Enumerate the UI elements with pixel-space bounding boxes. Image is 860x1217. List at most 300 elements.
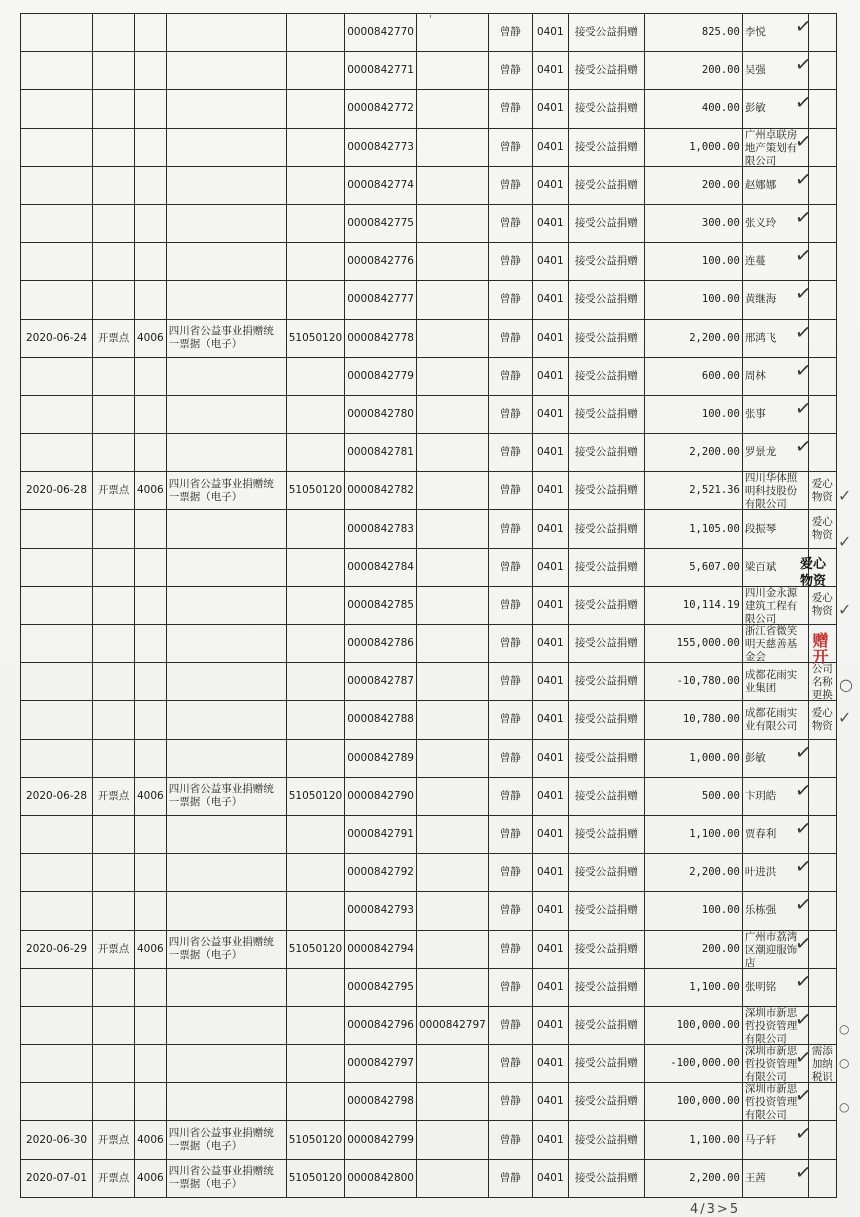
- operator-text: 曾静: [499, 1171, 521, 1184]
- point-code-cell: [135, 395, 167, 433]
- amount-cell: [644, 663, 742, 701]
- business-type-text: 接受公益捐赠: [574, 1133, 638, 1146]
- point-code-cell: [135, 777, 167, 815]
- operator-text: 曾静: [499, 369, 521, 382]
- department-code-cell: [532, 395, 568, 433]
- handwritten-check-mark: ✓: [793, 51, 814, 78]
- receipt-end-number-cell: [417, 1045, 489, 1083]
- ticket-type-cell: [166, 128, 286, 166]
- handwritten-check-mark: ✓: [793, 433, 814, 460]
- ticket-code-cell: [286, 52, 344, 90]
- operator-text: 曾静: [499, 713, 521, 726]
- business-type-text: 接受公益捐赠: [574, 484, 638, 497]
- operator-cell: [488, 357, 532, 395]
- date-cell: [21, 930, 93, 968]
- receipt-end-number-cell: [417, 90, 489, 128]
- operator-text: 曾静: [499, 140, 521, 153]
- amount-text: -10,780.00: [676, 675, 740, 688]
- donor-name-text: 赵娜娜: [744, 178, 777, 191]
- ledger-body: [21, 14, 837, 1198]
- date-cell: [21, 357, 93, 395]
- department-code-cell: [532, 625, 568, 663]
- department-code-cell: [532, 90, 568, 128]
- handwritten-check-mark: ✓: [793, 1120, 814, 1147]
- ticket-code-cell: [286, 548, 344, 586]
- date-cell: [21, 128, 93, 166]
- department-code-cell: [532, 548, 568, 586]
- department-code-cell: [532, 1006, 568, 1044]
- issue-point-cell: [93, 663, 135, 701]
- department-code-cell: [532, 14, 568, 52]
- pen-tick-mark: ': [429, 14, 432, 25]
- handwritten-check-mark: ✓: [793, 814, 814, 841]
- operator-text: 曾静: [499, 1057, 521, 1070]
- receipt-end-number-cell: [417, 472, 489, 510]
- receipt-number-text: 0000842795: [347, 980, 414, 993]
- receipt-number-cell: [345, 1121, 417, 1159]
- donor-name-text: 四川金永源建筑工程有限公司: [744, 586, 798, 625]
- operator-cell: [488, 243, 532, 281]
- receipt-end-number-cell: [417, 510, 489, 548]
- ticket-type-text: 四川省公益事业捐赠统一票据（电子）: [168, 325, 274, 351]
- department-code-text: 0401: [536, 446, 564, 459]
- ticket-type-cell: [166, 1045, 286, 1083]
- department-code-text: 0401: [536, 1095, 564, 1108]
- operator-cell: [488, 510, 532, 548]
- amount-text: 10,114.19: [682, 598, 740, 611]
- operator-text: 曾静: [499, 484, 521, 497]
- ticket-type-cell: [166, 510, 286, 548]
- handwritten-check-mark: ✓: [793, 165, 814, 192]
- operator-text: 曾静: [499, 293, 521, 306]
- table-row: [21, 166, 837, 204]
- date-text: 2020-07-01: [25, 1171, 88, 1184]
- receipt-end-number-cell: [417, 243, 489, 281]
- department-code-text: 0401: [536, 828, 564, 841]
- issue-point-cell: [93, 395, 135, 433]
- remark-cell: [808, 663, 836, 701]
- donor-name-text: 四川华体照明科技股份有限公司: [744, 472, 798, 511]
- department-code-text: 0401: [536, 331, 564, 344]
- donor-name-cell: [742, 738, 814, 777]
- amount-text: 100,000.00: [676, 1095, 740, 1108]
- donor-name-cell: [742, 12, 814, 52]
- remark-cell: [808, 510, 836, 548]
- ticket-type-cell: [166, 395, 286, 433]
- operator-cell: [488, 14, 532, 52]
- receipt-number-text: 0000842790: [347, 789, 414, 802]
- business-type-text: 接受公益捐赠: [574, 980, 638, 993]
- point-code-cell: [135, 1045, 167, 1083]
- receipt-number-text: 0000842779: [347, 369, 414, 382]
- operator-cell: [488, 90, 532, 128]
- date-text: 2020-06-28: [25, 789, 88, 802]
- department-code-text: 0401: [536, 675, 564, 688]
- ticket-type-cell: [166, 1006, 286, 1044]
- donor-name-cell: [742, 701, 808, 739]
- operator-cell: [488, 892, 532, 930]
- operator-text: 曾静: [499, 102, 521, 115]
- issue-point-cell: [93, 510, 135, 548]
- business-type-cell: [568, 739, 644, 777]
- amount-cell: [644, 52, 742, 90]
- donor-name-text: 李悦: [744, 26, 766, 39]
- operator-cell: [488, 777, 532, 815]
- ticket-type-cell: [166, 90, 286, 128]
- table-row: [21, 586, 837, 624]
- department-code-cell: [532, 1159, 568, 1197]
- amount-text: 1,100.00: [689, 828, 740, 841]
- ticket-type-cell: [166, 281, 286, 319]
- amount-text: 1,100.00: [689, 980, 740, 993]
- table-row: [21, 434, 837, 472]
- department-code-text: 0401: [536, 217, 564, 230]
- department-code-text: 0401: [536, 369, 564, 382]
- donor-name-text: 深圳市新思哲投资管理有限公司: [744, 1006, 798, 1045]
- donor-name-cell: [742, 356, 814, 395]
- operator-cell: [488, 204, 532, 242]
- ticket-code-cell: [286, 854, 344, 892]
- operator-cell: [488, 815, 532, 853]
- handwritten-check-mark: ✓: [793, 242, 814, 269]
- issue-point-cell: [93, 204, 135, 242]
- ticket-code-text: 51050120: [288, 1133, 343, 1146]
- operator-cell: [488, 1006, 532, 1044]
- issue-point-cell: [93, 281, 135, 319]
- operator-text: 曾静: [499, 980, 521, 993]
- donor-name-cell: [742, 586, 808, 624]
- handwritten-check-mark: ✓: [793, 127, 814, 154]
- receipt-number-cell: [345, 434, 417, 472]
- remark-cell: [808, 701, 836, 739]
- receipt-number-text: 0000842781: [347, 446, 414, 459]
- donor-name-cell: [742, 625, 808, 663]
- receipt-number-cell: [345, 14, 417, 52]
- ticket-code-cell: [286, 472, 344, 510]
- donor-name-text: 段振琴: [744, 522, 777, 535]
- operator-cell: [488, 434, 532, 472]
- table-row: [21, 777, 837, 815]
- donor-name-cell: [742, 663, 808, 701]
- operator-text: 曾静: [499, 675, 521, 688]
- issue-point-text: 开票点: [97, 942, 130, 955]
- table-row: [21, 854, 837, 892]
- ticket-type-text: 四川省公益事业捐赠统一票据（电子）: [168, 1165, 274, 1191]
- remark-cell: [808, 586, 836, 624]
- receipt-number-cell: [345, 586, 417, 624]
- ticket-code-cell: [286, 510, 344, 548]
- remark-text: 公司名称更换: [811, 663, 833, 702]
- business-type-cell: [568, 166, 644, 204]
- remark-text: 爱心物资: [811, 477, 833, 503]
- donor-name-text: 张事: [744, 407, 766, 420]
- amount-text: 300.00: [701, 217, 740, 230]
- point-code-cell: [135, 204, 167, 242]
- business-type-cell: [568, 701, 644, 739]
- donor-name-text: 彭敏: [744, 751, 766, 764]
- amount-cell: [644, 510, 742, 548]
- issue-point-text: 开票点: [97, 484, 130, 497]
- department-code-cell: [532, 166, 568, 204]
- table-row: [21, 739, 837, 777]
- margin-check-mark: ✓: [838, 708, 852, 727]
- handwritten-check-mark: ✓: [793, 318, 814, 345]
- department-code-text: 0401: [536, 522, 564, 535]
- receipt-number-text: 0000842773: [347, 140, 414, 153]
- point-code-cell: [135, 968, 167, 1006]
- business-type-cell: [568, 14, 644, 52]
- margin-check-mark: ✓: [838, 486, 852, 505]
- margin-check-mark: ✓: [838, 600, 852, 619]
- amount-cell: [644, 128, 742, 166]
- receipt-end-number-cell: [417, 548, 489, 586]
- point-code-text: 4006: [137, 1133, 164, 1146]
- ticket-code-cell: [286, 128, 344, 166]
- business-type-text: 接受公益捐赠: [574, 598, 638, 611]
- department-code-text: 0401: [536, 904, 564, 917]
- amount-text: 1,000.00: [689, 140, 740, 153]
- operator-text: 曾静: [499, 828, 521, 841]
- donor-name-text: 广州卓联房地产策划有限公司: [744, 128, 798, 167]
- date-cell: [21, 52, 93, 90]
- receipt-number-text: 0000842780: [347, 407, 414, 420]
- issue-point-cell: [93, 434, 135, 472]
- donor-name-cell: [742, 967, 814, 1006]
- operator-cell: [488, 128, 532, 166]
- department-code-text: 0401: [536, 26, 564, 39]
- amount-cell: [644, 204, 742, 242]
- point-code-cell: [135, 930, 167, 968]
- operator-text: 曾静: [499, 26, 521, 39]
- receipt-number-text: 0000842778: [347, 331, 414, 344]
- margin-circle-mark: ○: [839, 675, 853, 694]
- receipt-number-text: 0000842797: [347, 1057, 414, 1070]
- ticket-type-text: 四川省公益事业捐赠统一票据（电子）: [168, 477, 274, 503]
- receipt-number-cell: [345, 357, 417, 395]
- receipt-number-cell: [345, 701, 417, 739]
- business-type-cell: [568, 548, 644, 586]
- point-code-cell: [135, 701, 167, 739]
- receipt-number-cell: [345, 472, 417, 510]
- department-code-text: 0401: [536, 102, 564, 115]
- date-cell: [21, 663, 93, 701]
- donor-name-text: 罗景龙: [744, 446, 777, 459]
- donor-name-text: 张明铭: [744, 980, 777, 993]
- donor-name-cell: [742, 548, 808, 586]
- receipt-number-cell: [345, 1159, 417, 1197]
- ticket-code-cell: [286, 357, 344, 395]
- donor-name-cell: [742, 242, 814, 281]
- amount-cell: [644, 166, 742, 204]
- operator-cell: [488, 1083, 532, 1121]
- business-type-cell: [568, 1159, 644, 1197]
- donor-name-text: 周林: [744, 369, 766, 382]
- donor-name-text: 王茜: [744, 1171, 766, 1184]
- amount-text: 2,200.00: [689, 446, 740, 459]
- department-code-text: 0401: [536, 789, 564, 802]
- receipt-number-text: 0000842800: [347, 1171, 414, 1184]
- ticket-code-text: 51050120: [288, 331, 343, 344]
- ticket-type-cell: [166, 701, 286, 739]
- amount-text: 200.00: [701, 64, 740, 77]
- date-cell: [21, 166, 93, 204]
- operator-cell: [488, 625, 532, 663]
- ticket-type-cell: [166, 968, 286, 1006]
- amount-cell: [644, 243, 742, 281]
- donor-name-cell: [742, 318, 814, 357]
- business-type-text: 接受公益捐赠: [574, 1171, 638, 1184]
- amount-cell: [644, 1006, 742, 1044]
- ticket-code-cell: [286, 1083, 344, 1121]
- receipt-number-text: 0000842772: [347, 102, 414, 115]
- ticket-type-cell: [166, 739, 286, 777]
- business-type-text: 接受公益捐赠: [574, 1057, 638, 1070]
- operator-cell: [488, 739, 532, 777]
- operator-text: 曾静: [499, 598, 521, 611]
- business-type-cell: [568, 930, 644, 968]
- issue-point-cell: [93, 1159, 135, 1197]
- donor-name-text: 广州市荔湾区潮迎服饰店: [744, 930, 798, 969]
- ticket-code-cell: [286, 90, 344, 128]
- operator-cell: [488, 395, 532, 433]
- ticket-type-cell: [166, 930, 286, 968]
- table-row: [21, 510, 837, 548]
- operator-text: 曾静: [499, 637, 521, 650]
- table-row: [21, 1045, 837, 1083]
- business-type-cell: [568, 625, 644, 663]
- operator-text: 曾静: [499, 789, 521, 802]
- business-type-text: 接受公益捐赠: [574, 522, 638, 535]
- donor-name-cell: [742, 1005, 814, 1045]
- date-cell: [21, 854, 93, 892]
- amount-cell: [644, 1045, 742, 1083]
- donor-name-cell: [742, 929, 814, 969]
- amount-text: 100.00: [701, 255, 740, 268]
- business-type-text: 接受公益捐赠: [574, 217, 638, 230]
- department-code-text: 0401: [536, 598, 564, 611]
- business-type-text: 接受公益捐赠: [574, 64, 638, 77]
- ticket-code-cell: [286, 625, 344, 663]
- receipt-number-cell: [345, 243, 417, 281]
- department-code-text: 0401: [536, 1057, 564, 1070]
- point-code-cell: [135, 815, 167, 853]
- issue-point-cell: [93, 166, 135, 204]
- department-code-cell: [532, 357, 568, 395]
- donor-name-cell: [742, 433, 814, 472]
- handwritten-check-mark: ✓: [793, 280, 814, 307]
- donor-name-text: 吴强: [744, 64, 766, 77]
- receipt-number-text: 0000842776: [347, 255, 414, 268]
- donor-name-text: 卞玥皓: [744, 789, 777, 802]
- receipt-end-number-cell: [417, 625, 489, 663]
- department-code-text: 0401: [536, 178, 564, 191]
- receipt-number-cell: [345, 777, 417, 815]
- amount-cell: [644, 854, 742, 892]
- date-cell: [21, 510, 93, 548]
- donor-name-text: 深圳市新思哲投资管理有限公司: [744, 1045, 798, 1084]
- table-row: [21, 625, 837, 663]
- ticket-code-cell: [286, 663, 344, 701]
- handwritten-check-mark: ✓: [793, 12, 814, 40]
- receipt-number-cell: [345, 548, 417, 586]
- ticket-type-text: 四川省公益事业捐赠统一票据（电子）: [168, 783, 274, 809]
- donor-name-cell: [742, 814, 814, 853]
- table-row: [21, 357, 837, 395]
- issue-point-cell: [93, 1006, 135, 1044]
- business-type-cell: [568, 357, 644, 395]
- operator-cell: [488, 166, 532, 204]
- handwritten-check-mark: ✓: [793, 89, 814, 116]
- date-text: 2020-06-24: [25, 331, 88, 344]
- department-code-cell: [532, 739, 568, 777]
- amount-cell: [644, 434, 742, 472]
- business-type-text: 接受公益捐赠: [574, 369, 638, 382]
- date-cell: [21, 1045, 93, 1083]
- handwritten-note: 爱心物资: [800, 557, 827, 589]
- amount-cell: [644, 739, 742, 777]
- business-type-cell: [568, 204, 644, 242]
- amount-cell: [644, 1083, 742, 1121]
- amount-text: 2,521.36: [689, 484, 740, 497]
- receipt-end-number-cell: [417, 14, 489, 52]
- ticket-code-cell: [286, 204, 344, 242]
- receipt-number-cell: [345, 625, 417, 663]
- receipt-number-cell: [345, 281, 417, 319]
- issue-point-cell: [93, 14, 135, 52]
- date-cell: [21, 548, 93, 586]
- receipt-number-cell: [345, 204, 417, 242]
- donor-name-cell: [742, 280, 814, 319]
- amount-text: 2,200.00: [689, 866, 740, 879]
- date-cell: [21, 395, 93, 433]
- issue-point-cell: [93, 1083, 135, 1121]
- table-row: [21, 1083, 837, 1121]
- amount-text: 600.00: [701, 369, 740, 382]
- ticket-code-cell: [286, 777, 344, 815]
- receipt-number-text: 0000842777: [347, 293, 414, 306]
- business-type-cell: [568, 1121, 644, 1159]
- ticket-type-cell: [166, 663, 286, 701]
- point-code-text: 4006: [137, 331, 164, 344]
- issue-point-cell: [93, 854, 135, 892]
- operator-text: 曾静: [499, 217, 521, 230]
- receipt-end-number-cell: [417, 1083, 489, 1121]
- table-row: [21, 663, 837, 701]
- point-code-cell: [135, 434, 167, 472]
- issue-point-cell: [93, 319, 135, 357]
- business-type-text: 接受公益捐赠: [574, 178, 638, 191]
- receipt-number-text: 0000842775: [347, 217, 414, 230]
- ticket-code-cell: [286, 1121, 344, 1159]
- ticket-type-cell: [166, 1121, 286, 1159]
- receipt-end-number-cell: [417, 586, 489, 624]
- amount-text: 2,200.00: [689, 1171, 740, 1184]
- amount-cell: [644, 625, 742, 663]
- amount-text: 100.00: [701, 904, 740, 917]
- handwritten-check-mark: ✓: [793, 1082, 814, 1109]
- donor-name-cell: [742, 472, 808, 510]
- amount-text: 825.00: [701, 26, 740, 39]
- issue-point-cell: [93, 930, 135, 968]
- issue-point-cell: [93, 815, 135, 853]
- table-row: [21, 204, 837, 242]
- receipt-end-number-cell: [417, 434, 489, 472]
- ticket-code-cell: [286, 14, 344, 52]
- receipt-end-number-cell: [417, 395, 489, 433]
- donor-name-text: 乐栋强: [744, 904, 777, 917]
- donor-name-cell: [742, 203, 814, 242]
- amount-text: -100,000.00: [670, 1057, 740, 1070]
